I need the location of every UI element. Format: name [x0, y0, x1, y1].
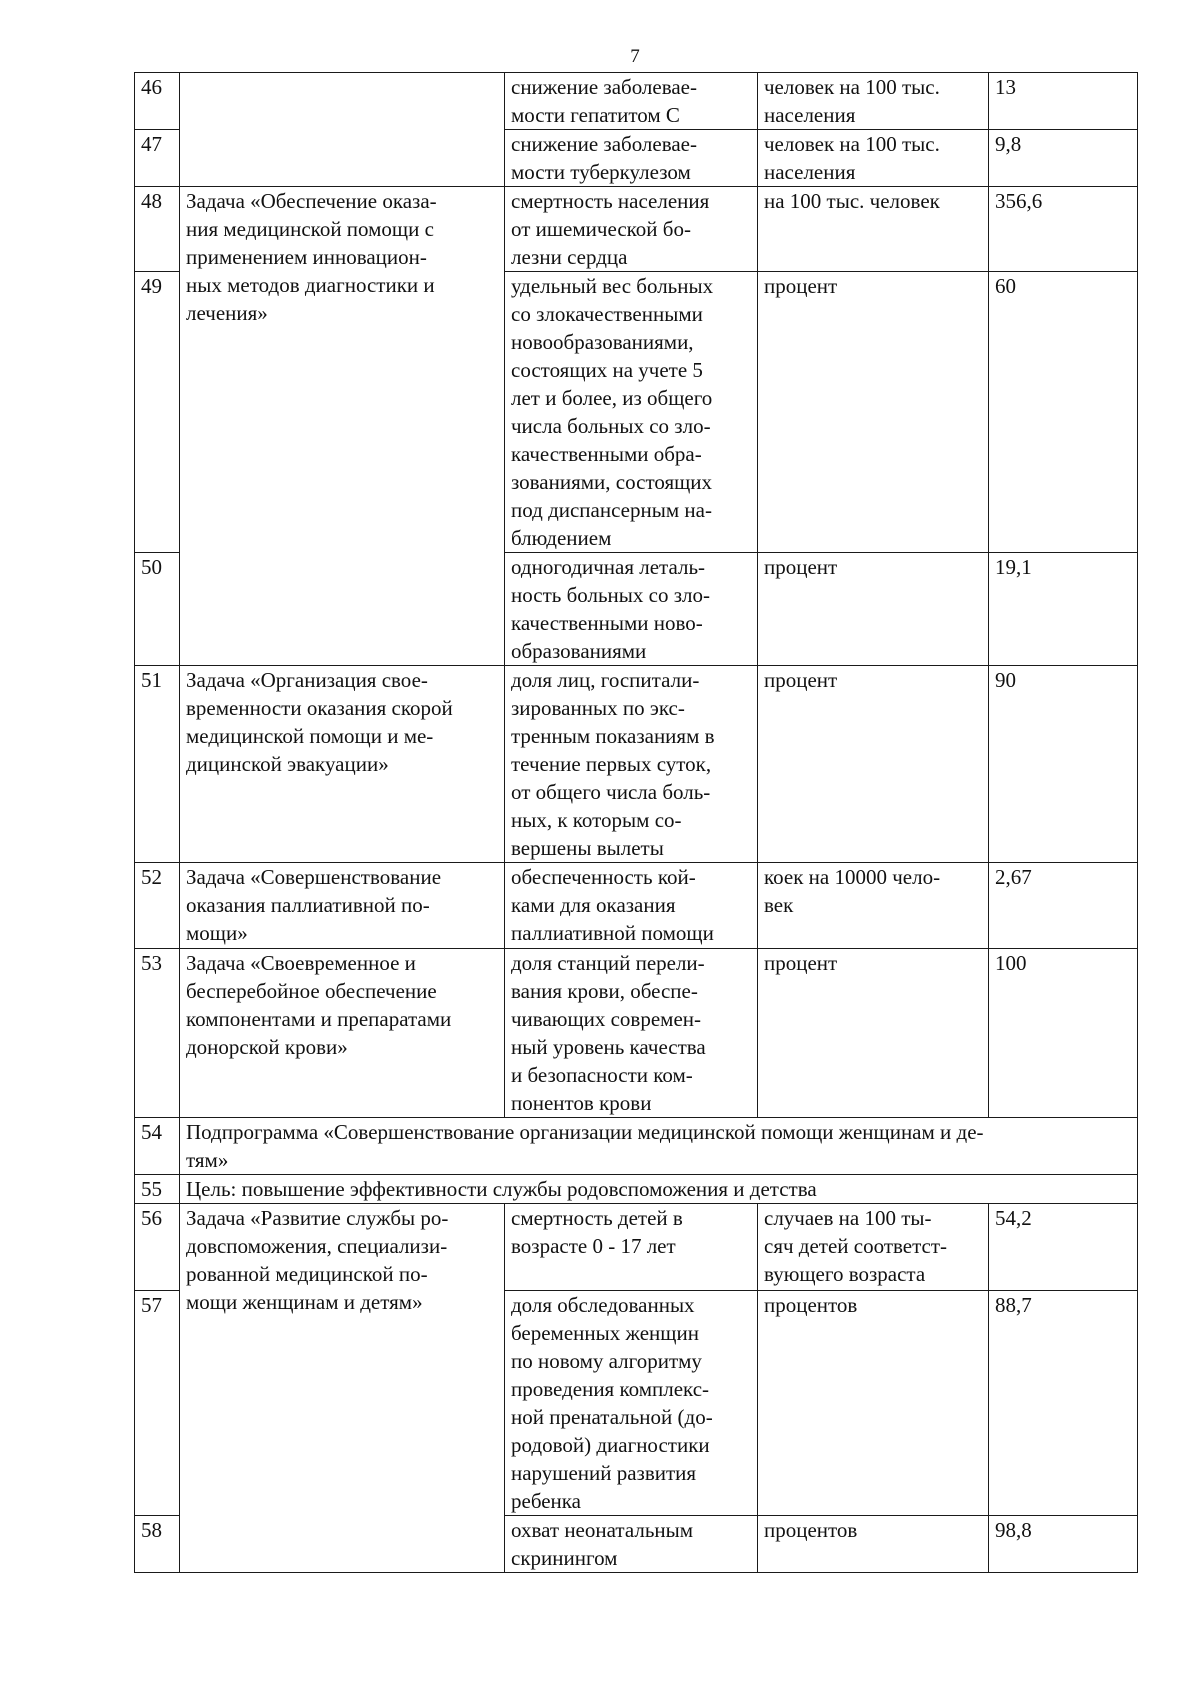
row-number: 53 — [135, 949, 180, 1118]
row-number: 50 — [135, 553, 180, 666]
task-cell: Задача «Обеспечение оказа- ния медицинской помощи с применением инновацион- ных методов диагностики и лечения» — [180, 187, 505, 666]
row-number: 56 — [135, 1204, 180, 1291]
value-cell: 356,6 — [989, 187, 1138, 272]
unit-cell: человек на 100 тыс. населения — [758, 130, 989, 187]
table-row — [135, 863, 1138, 949]
indicator-cell: смертность населения от ишемической бо- лезни сердца — [505, 187, 758, 272]
row-number: 49 — [135, 272, 180, 553]
subprogram-heading: Подпрограмма «Совершенствование организации медицинской помощи женщинам и де- тям» — [180, 1118, 1138, 1175]
row-number: 51 — [135, 666, 180, 863]
unit-cell: процентов — [758, 1291, 989, 1516]
row-number: 57 — [135, 1291, 180, 1516]
table-row — [135, 187, 1138, 272]
unit-cell: коек на 10000 чело- век — [758, 863, 989, 949]
row-number: 47 — [135, 130, 180, 187]
row-number: 52 — [135, 863, 180, 949]
table-row — [135, 73, 1138, 130]
indicators-table — [134, 72, 1138, 1573]
unit-cell: на 100 тыс. человек — [758, 187, 989, 272]
value-cell: 13 — [989, 73, 1138, 130]
task-cell-empty — [180, 73, 505, 187]
indicator-cell: доля лиц, госпитали- зированных по экс- тренным показаниям в течение первых суток, от общего числа боль- ных, к которым со- вершены вылеты — [505, 666, 758, 863]
row-number: 55 — [135, 1175, 180, 1204]
indicator-cell: обеспеченность кой- ками для оказания паллиативной помощи — [505, 863, 758, 949]
value-cell: 88,7 — [989, 1291, 1138, 1516]
task-cell: Задача «Организация свое- временности оказания скорой медицинской помощи и ме- дицинской эвакуации» — [180, 666, 505, 863]
indicator-cell: одногодичная леталь- ность больных со зло- качественными ново- образованиями — [505, 553, 758, 666]
unit-cell: процент — [758, 272, 989, 553]
task-cell: Задача «Совершенствование оказания паллиативной по- мощи» — [180, 863, 505, 949]
indicator-cell: охват неонатальным скринингом — [505, 1516, 758, 1573]
table-row — [135, 1118, 1138, 1175]
table-row — [135, 949, 1138, 1118]
row-number: 48 — [135, 187, 180, 272]
indicator-cell: доля обследованных беременных женщин по новому алгоритму проведения комплекс- ной пренатальной (до- родовой) диагностики нарушений развития ребенка — [505, 1291, 758, 1516]
unit-cell: процентов — [758, 1516, 989, 1573]
page-number: 7 — [630, 46, 640, 67]
table-row — [135, 666, 1138, 863]
value-cell: 60 — [989, 272, 1138, 553]
value-cell: 19,1 — [989, 553, 1138, 666]
unit-cell: процент — [758, 949, 989, 1118]
row-number: 46 — [135, 73, 180, 130]
unit-cell: человек на 100 тыс. населения — [758, 73, 989, 130]
task-cell: Задача «Своевременное и бесперебойное обеспечение компонентами и препаратами донорской крови» — [180, 949, 505, 1118]
value-cell: 54,2 — [989, 1204, 1138, 1291]
value-cell: 9,8 — [989, 130, 1138, 187]
unit-cell: процент — [758, 553, 989, 666]
indicator-cell: снижение заболевае- мости туберкулезом — [505, 130, 758, 187]
table-row — [135, 1204, 1138, 1291]
row-number: 54 — [135, 1118, 180, 1175]
task-cell: Задача «Развитие службы ро- довспоможения, специализи- рованной медицинской по- мощи женщинам и детям» — [180, 1204, 505, 1573]
value-cell: 98,8 — [989, 1516, 1138, 1573]
goal-heading: Цель: повышение эффективности службы родовспоможения и детства — [180, 1175, 1138, 1204]
unit-cell: процент — [758, 666, 989, 863]
table-row — [135, 1175, 1138, 1204]
indicator-cell: смертность детей в возрасте 0 - 17 лет — [505, 1204, 758, 1291]
indicator-cell: удельный вес больных со злокачественными новообразованиями, состоящих на учете 5 лет и более, из общего числа больных со зло- качественными обра- зованиями, состоящих под диспансерным на- блюдением — [505, 272, 758, 553]
row-number: 58 — [135, 1516, 180, 1573]
value-cell: 100 — [989, 949, 1138, 1118]
indicator-cell: доля станций перели- вания крови, обеспе- чивающих современ- ный уровень качества и безопасности ком- понентов крови — [505, 949, 758, 1118]
indicator-cell: снижение заболевае- мости гепатитом С — [505, 73, 758, 130]
value-cell: 2,67 — [989, 863, 1138, 949]
value-cell: 90 — [989, 666, 1138, 863]
unit-cell: случаев на 100 ты- сяч детей соответст- вующего возраста — [758, 1204, 989, 1291]
